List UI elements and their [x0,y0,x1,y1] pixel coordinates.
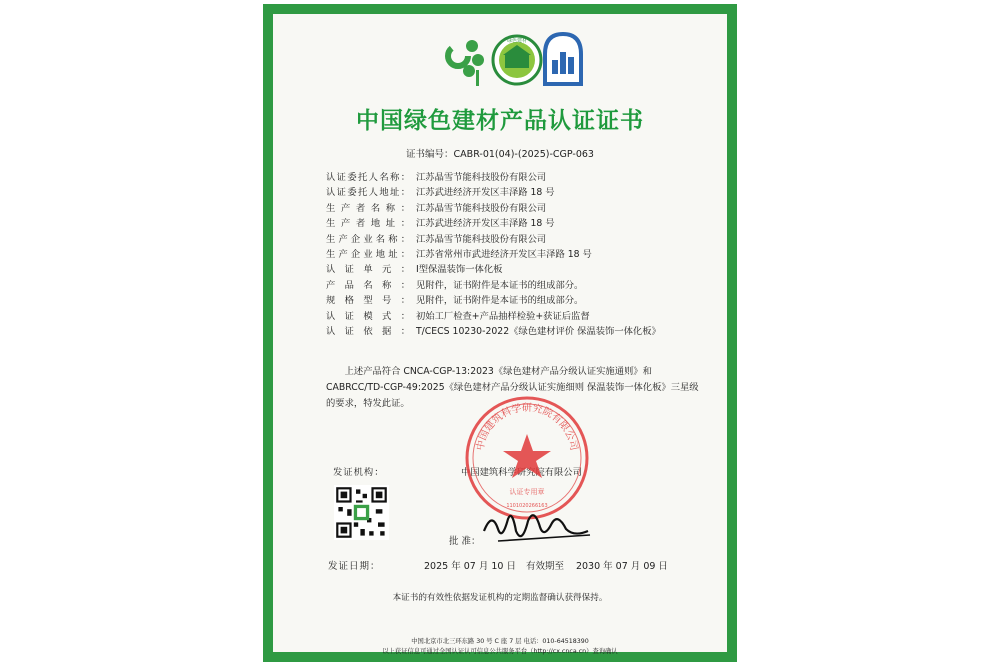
seal-center-text: 认证专用章 [509,488,545,496]
field-value: 江苏武进经济开发区丰泽路 18 号 [416,187,555,199]
field-row [326,232,706,247]
field-label: 生产企业地址： [326,248,410,260]
field-label: 认证委托人地址： [326,187,410,199]
field-label: 产品名称： [326,279,410,291]
valid-until-date: 2030 年 07 月 09 日 [575,561,668,572]
field-row [326,278,706,293]
field-value: 江苏晶雪节能科技股份有限公司 [416,202,547,214]
field-value: 见附件，证书附件是本证书的组成部分。 [416,295,584,307]
certificate-paper [273,14,727,655]
badge-text: 绿色建材 [506,38,528,44]
field-value: 江苏省常州市武进经济开发区丰泽路 18 号 [416,248,592,260]
field-row [326,293,706,308]
field-row [326,247,706,262]
field-label: 生产者地址： [326,218,410,230]
field-value: 江苏晶雪节能科技股份有限公司 [416,172,547,183]
certificate-number: CABR-01(04)-(2025)-CGP-063 [453,149,594,160]
field-value: Ⅰ型保温装饰一体化板 [416,264,503,276]
field-value: 江苏武进经济开发区丰泽路 18 号 [416,218,555,230]
conformity-statement: 上述产品符合 CNCA-CGP-13:2023《绿色建材产品分级认证实施通则》和 CABRCC/TD-CGP-49:2025《绿色建材产品分级认证实施细则 保温装饰一体化板》三星级的要求，特发此证。 [326,366,699,409]
logo-bar [273,26,727,92]
footer-query: 以上获证信息可通过全国认证认可信息公共服务平台（http://cx.cnca.cn）查询确认 [382,648,618,655]
certificate-title: 中国绿色建材产品认证证书 [356,108,644,134]
certificate-frame [263,4,737,662]
field-row [326,309,706,324]
valid-until-label: 有效期至 [525,561,564,572]
field-value: 见附件，证书附件是本证书的组成部分。 [416,279,584,291]
cgp-logo-icon [448,40,484,86]
signature-icon [478,501,598,551]
certificate-fields [326,170,706,339]
field-label: 认证依据： [326,325,410,337]
field-value: 江苏晶雪节能科技股份有限公司 [416,233,547,245]
field-row [326,170,706,185]
green-building-material-badge-icon [493,36,541,84]
field-label: 认证单元： [326,264,410,276]
seal-ring-text: 中国建筑科学研究院有限公司 [475,402,579,452]
issuer-name: 中国建筑科学研究院有限公司 [461,467,582,478]
field-label: 生产者名称： [326,202,410,214]
field-label: 认证模式： [326,310,410,322]
field-label: 认证委托人名称： [326,172,410,183]
validity-note: 本证书的有效性依据发证机构的定期监督确认获得保持。 [392,593,608,603]
field-label: 规格型号： [326,295,410,307]
issuer-label: 发证机构： [333,467,385,478]
approval-label: 批 准： [449,536,481,547]
qr-code-icon[interactable] [334,485,389,540]
field-row [326,201,706,216]
date-line [328,558,728,572]
issue-date: 2025 年 07 月 10 日 [424,561,516,572]
field-row [326,216,706,231]
field-row [326,185,706,200]
cabr-logo-icon [545,34,581,84]
field-value: 初始工厂检查+产品抽样检验+获证后监督 [416,310,590,322]
certificate-number-line [273,146,727,160]
certificate-number-label: 证书编号： [406,149,454,160]
field-value: T/CECS 10230-2022《绿色建材评价 保温装饰一体化板》 [416,325,661,337]
footer-address: 中国北京市北三环东路 30 号 C 座 7 层 电话：010-64518390 [411,638,589,645]
field-label: 生产企业名称： [326,233,410,245]
field-row [326,262,706,277]
field-row [326,324,706,339]
issue-date-label: 发证日期： [328,561,381,572]
seal-number: 1101020266163 [506,503,548,509]
